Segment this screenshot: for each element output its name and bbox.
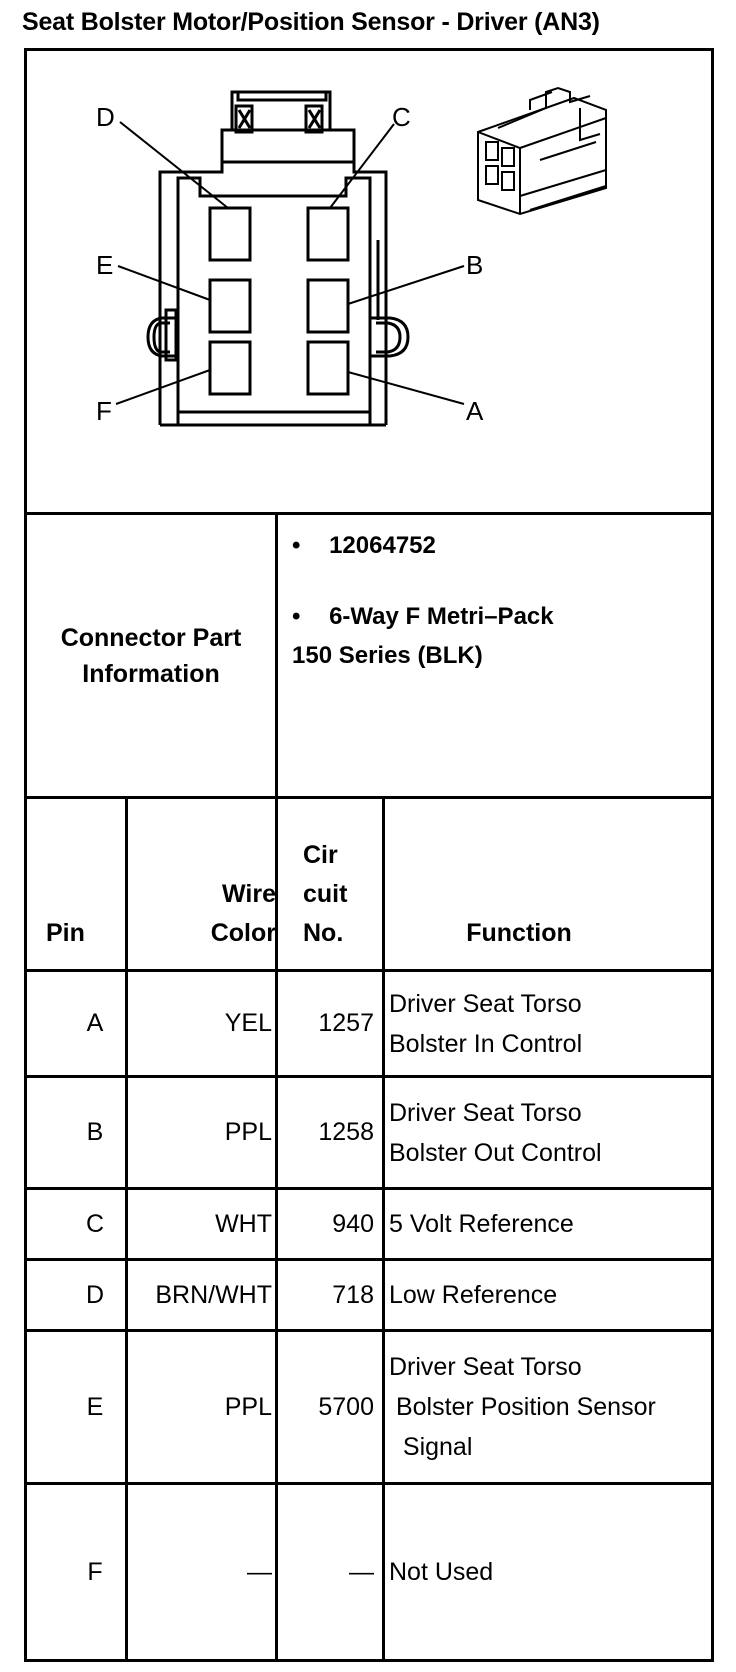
connector-description-2: 150 Series (BLK): [292, 642, 483, 669]
pin-label-d: D: [96, 102, 115, 132]
function-cell: [385, 1261, 665, 1329]
pin-cell: C: [85, 1209, 105, 1238]
top-latch: [222, 130, 354, 162]
pin-label-b: B: [466, 250, 484, 280]
circuit-cell: 1258: [318, 1118, 374, 1146]
cavity-e: [210, 280, 250, 332]
circuit-cell: 5700: [318, 1392, 374, 1421]
wire-color-cell: PPL: [224, 1118, 272, 1146]
header-pin: Pin: [46, 919, 85, 947]
cavity-f: [210, 342, 250, 394]
function-cell: [385, 972, 665, 1075]
cavity-d: [210, 208, 250, 260]
function-line: Driver Seat Torso: [389, 1353, 582, 1381]
function-line: Driver Seat Torso: [389, 989, 582, 1018]
wire-color-cell: BRN/WHT: [155, 1280, 272, 1309]
pin-label-e: E: [96, 250, 114, 280]
circuit-cell: —: [349, 1557, 374, 1586]
function-line: Bolster Out Control: [389, 1138, 602, 1167]
pin-label-c: C: [392, 102, 411, 132]
function-cell: [385, 1190, 665, 1258]
cavity-a: [308, 342, 348, 394]
cavity-b: [308, 280, 348, 332]
pin-label-a: A: [466, 396, 484, 426]
bullet: •: [292, 532, 301, 559]
pin-cell: D: [85, 1280, 105, 1309]
part-number: 12064752: [329, 532, 436, 559]
wire-color-cell: WHT: [215, 1209, 272, 1238]
cavity-c: [308, 208, 348, 260]
header-wire-color: Wire Color: [210, 880, 276, 947]
function-cell: [385, 1332, 665, 1482]
circuit-cell: 718: [332, 1280, 374, 1309]
wire-color-cell: PPL: [224, 1392, 272, 1421]
connector-diagram: [27, 51, 711, 512]
header-circuit-no: Cir cuit No.: [303, 841, 348, 947]
pin-label-f: F: [96, 396, 112, 426]
pin-cell: E: [86, 1392, 104, 1421]
wire-color-cell: YEL: [224, 1009, 272, 1037]
header-function: Function: [466, 919, 572, 947]
page-title: Seat Bolster Motor/Position Sensor - Driver (AN3): [22, 8, 600, 36]
function-line: 5 Volt Reference: [389, 1210, 574, 1238]
function-line: Driver Seat Torso: [389, 1098, 582, 1127]
pin-cell: F: [87, 1557, 103, 1586]
function-cell: [385, 1078, 665, 1187]
function-line: Bolster In Control: [389, 1029, 583, 1058]
function-line: Signal: [389, 1433, 473, 1461]
wire-color-cell: —: [247, 1557, 272, 1586]
function-line: Bolster Position Sensor: [389, 1393, 656, 1421]
bullet: •: [292, 603, 301, 630]
circuit-cell: 940: [332, 1209, 374, 1238]
connector-3d-icon: [478, 88, 606, 214]
circuit-cell: 1257: [318, 1009, 374, 1037]
function-line: Not Used: [389, 1558, 494, 1586]
function-line: Low Reference: [389, 1281, 558, 1309]
connector-part-label: Connector Part Information: [60, 623, 242, 688]
pin-cell: B: [86, 1118, 104, 1146]
function-cell: [385, 1485, 665, 1659]
pin-cell: A: [86, 1009, 104, 1037]
connector-description-1: 6-Way F Metri–Pack: [329, 603, 554, 630]
